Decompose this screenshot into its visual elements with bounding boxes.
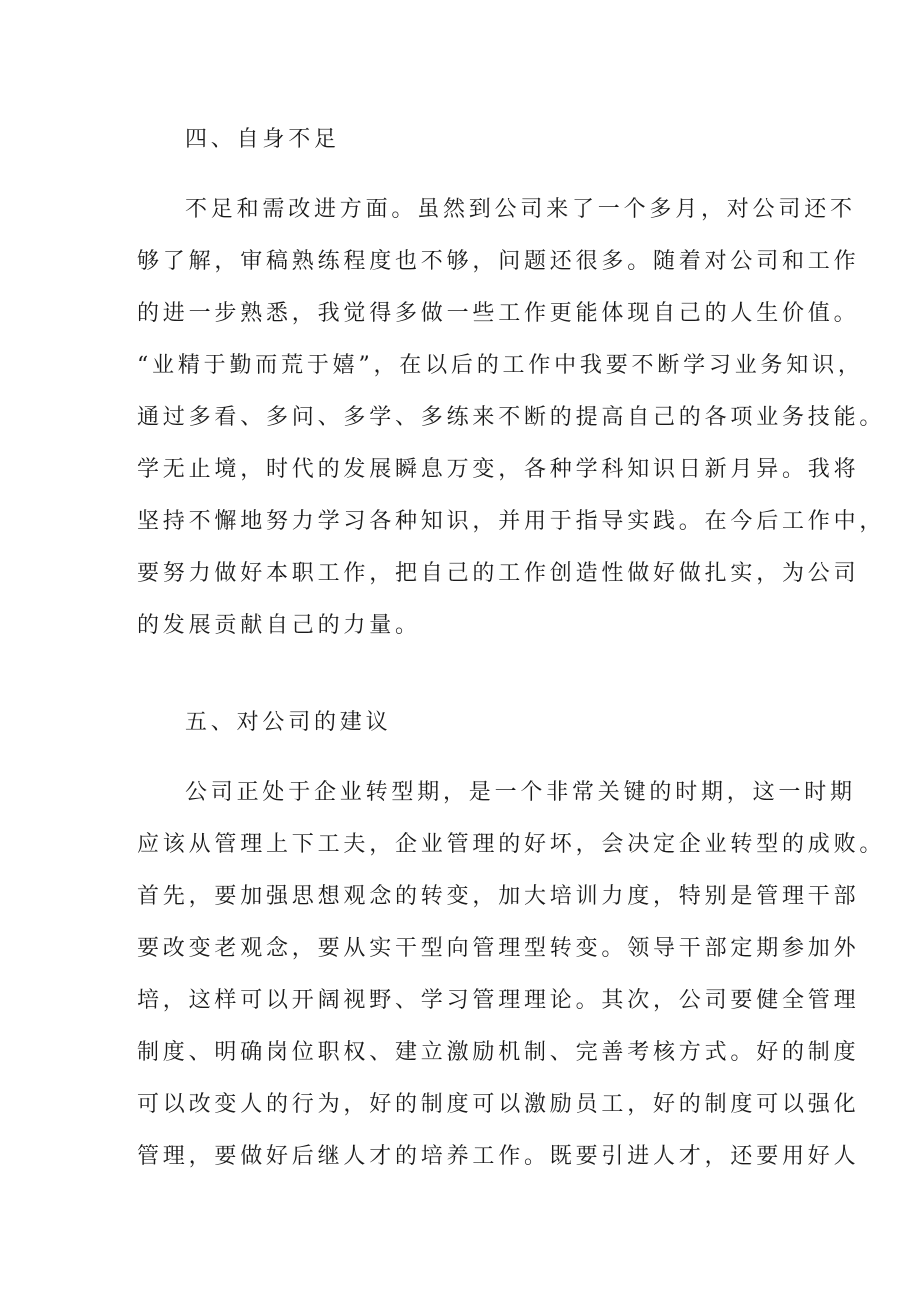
paragraph-line: 要改变老观念，要从实干型向管理型转变。领导干部定期参加外 <box>137 936 860 961</box>
paragraph-line: 通过多看、多问、多学、多练来不断的提高自己的各项业务技能。 <box>137 405 886 430</box>
paragraph-line: 应该从管理上下工夫，企业管理的好坏，会决定企业转型的成败。 <box>137 832 886 857</box>
paragraph-line: 学无止境，时代的发展瞬息万变，各种学科知识日新月异。我将 <box>137 457 860 482</box>
paragraph-line: 要努力做好本职工作，把自己的工作创造性做好做扎实，为公司 <box>137 561 860 586</box>
section-5-paragraph <box>137 767 886 1183</box>
paragraph-line: “业精于勤而荒于嬉”，在以后的工作中我要不断学习业务知识， <box>137 353 864 378</box>
paragraph-line: 首先，要加强思想观念的转变，加大培训力度，特别是管理干部 <box>137 884 860 909</box>
paragraph-line: 够了解，审稿熟练程度也不够，问题还很多。随着对公司和工作 <box>137 249 860 274</box>
paragraph-line: 可以改变人的行为，好的制度可以激励员工，好的制度可以强化 <box>137 1092 860 1117</box>
paragraph-line: 不足和需改进方面。虽然到公司来了一个多月，对公司还不 <box>185 197 856 222</box>
paragraph-line: 的进一步熟悉，我觉得多做一些工作更能体现自己的人生价值。 <box>137 301 860 326</box>
paragraph-line: 制度、明确岗位职权、建立激励机制、完善考核方式。好的制度 <box>137 1040 860 1065</box>
paragraph-line: 坚持不懈地努力学习各种知识，并用于指导实践。在今后工作中， <box>137 509 886 534</box>
section-5-heading: 五、对公司的建议 <box>185 710 392 735</box>
paragraph-line: 的发展贡献自己的力量。 <box>137 613 421 638</box>
section-4-heading: 四、自身不足 <box>185 127 340 152</box>
paragraph-line: 公司正处于企业转型期，是一个非常关键的时期，这一时期 <box>185 780 856 805</box>
section-4-paragraph <box>137 184 886 652</box>
paragraph-line: 管理，要做好后继人才的培养工作。既要引进人才，还要用好人 <box>137 1144 860 1169</box>
paragraph-line: 培，这样可以开阔视野、学习管理理论。其次，公司要健全管理 <box>137 988 860 1013</box>
